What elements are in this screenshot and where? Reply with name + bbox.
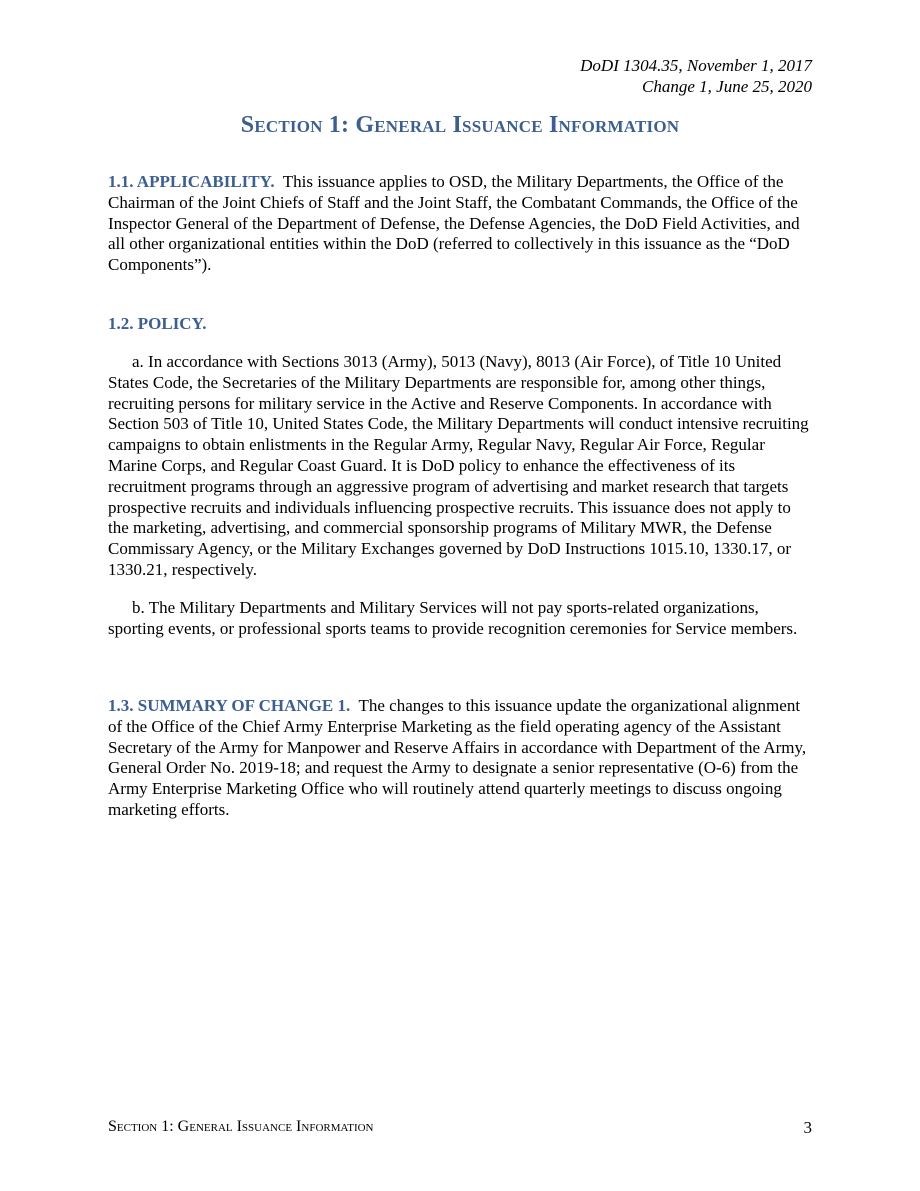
applicability-text: This issuance applies to OSD, the Military Departments, the Office of the Chairman of the Joint Chiefs of Staff and the Joint Staff, the Combatant Commands, the Office of the Inspector General of the Department of Defense, the Defense Agencies, the DoD Field Activities, and all other organizational entities within the DoD (referred to collectively in this issuance as the “DoD Components”). <box>108 172 800 275</box>
footer-section-title: Section 1: General Issuance Information <box>108 1118 374 1135</box>
page-footer <box>108 1118 812 1136</box>
policy-paragraph-a: a. In accordance with Sections 3013 (Army), 5013 (Navy), 8013 (Air Force), of Title 10 United States Code, the Secretaries of the Military Departments are responsible for, among other things, recruiting persons for military service in the Active and Reserve Components. In accordance with Section 503 of Title 10, United States Code, the Military Departments will conduct intensive recruiting campaigns to obtain enlistments in the Regular Army, Regular Navy, Regular Air Force, Regular Marine Corps, and Regular Coast Guard. It is DoD policy to enhance the effectiveness of its recruitment programs through an aggressive program of advertising and market research that targets prospective recruits and individuals influencing prospective recruits. This issuance does not apply to the marketing, advertising, and commercial sponsorship programs of Military MWR, the Defense Commissary Agency, or the Military Exchanges governed by DoD Instructions 1015.10, 1330.17, or 1330.21, respectively. <box>108 352 809 579</box>
applicability-heading: 1.1. APPLICABILITY. <box>108 172 275 191</box>
header-change-date: Change 1, June 25, 2020 <box>642 77 812 96</box>
summary-heading: 1.3. SUMMARY OF CHANGE 1. <box>108 696 351 715</box>
summary-text: The changes to this issuance update the organizational alignment of the Office of the Chief Army Enterprise Marketing as the field operating agency of the Assistant Secretary of the Army for Manpower and Reserve Affairs in accordance with Department of the Army, General Order No. 2019-18; and request the Army to designate a senior representative (O-6) from the Army Enterprise Marketing Office who will routinely attend quarterly meetings to discuss ongoing marketing efforts. <box>108 696 807 819</box>
applicability-paragraph <box>108 172 813 276</box>
header-issuance-date: DoDI 1304.35, November 1, 2017 <box>580 56 812 75</box>
document-header <box>580 55 812 97</box>
section-title: Section 1: General Issuance Information <box>240 112 680 138</box>
summary-paragraph <box>108 696 813 821</box>
policy-paragraph-b: b. The Military Departments and Military Services will not pay sports-related organizations, sporting events, or professional sports teams to provide recognition ceremonies for Service members. <box>108 598 798 638</box>
policy-heading: 1.2. POLICY. <box>108 314 207 333</box>
page-number: 3 <box>803 1118 812 1137</box>
